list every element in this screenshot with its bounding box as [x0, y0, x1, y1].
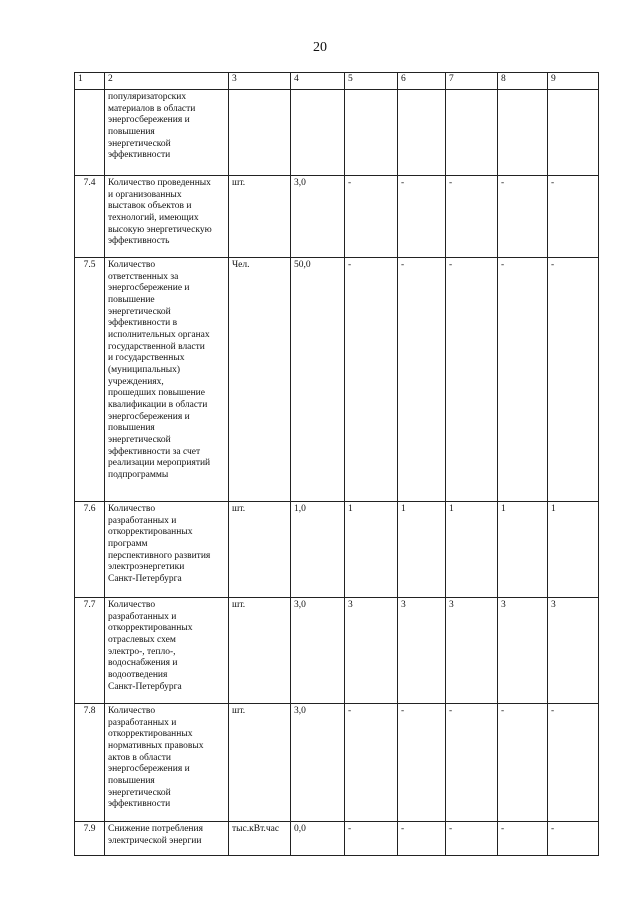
value-cell: - — [498, 704, 548, 822]
value-cell — [548, 90, 599, 176]
header-cell: 9 — [548, 73, 599, 90]
value-cell: - — [398, 822, 446, 856]
header-cell: 4 — [291, 73, 345, 90]
row-number — [75, 90, 105, 176]
row-number: 7.4 — [75, 176, 105, 258]
table-row — [75, 176, 599, 258]
unit-cell: шт. — [229, 176, 291, 258]
table-row — [75, 502, 599, 598]
indicator-name: Количество разработанных и откорректированных программ перспективного развития электроэнергетики Санкт-Петербурга — [105, 502, 229, 598]
value-cell: - — [345, 176, 398, 258]
unit-cell: шт. — [229, 704, 291, 822]
indicator-name: Количество ответственных за энергосбережение и повышение энергетической эффективности в исполнительных органах государственной власти и государственных (муниципальных) учреждениях, прошедших повышение квалификации в области энергосбережения и повышения энергетической эффективности за счет реализации мероприятий подпрограммы — [105, 258, 229, 502]
value-cell — [345, 90, 398, 176]
indicator-name: Количество разработанных и откорректированных отраслевых схем электро-, тепло-, водоснабжения и водоотведения Санкт-Петербурга — [105, 598, 229, 704]
table-row — [75, 90, 599, 176]
value-cell: 3,0 — [291, 176, 345, 258]
value-cell: - — [548, 822, 599, 856]
unit-cell: Чел. — [229, 258, 291, 502]
unit-cell — [229, 90, 291, 176]
value-cell: 1 — [446, 502, 498, 598]
value-cell: - — [548, 258, 599, 502]
row-number: 7.7 — [75, 598, 105, 704]
value-cell: 0,0 — [291, 822, 345, 856]
value-cell: - — [446, 704, 498, 822]
value-cell — [398, 90, 446, 176]
value-cell: - — [446, 822, 498, 856]
unit-cell: тыс.кВт.час — [229, 822, 291, 856]
value-cell: 3 — [498, 598, 548, 704]
table-row — [75, 822, 599, 856]
value-cell: - — [498, 258, 548, 502]
value-cell: - — [498, 822, 548, 856]
value-cell: - — [446, 258, 498, 502]
header-cell: 5 — [345, 73, 398, 90]
value-cell — [291, 90, 345, 176]
value-cell: 50,0 — [291, 258, 345, 502]
value-cell: - — [345, 704, 398, 822]
value-cell: 3,0 — [291, 598, 345, 704]
value-cell — [446, 90, 498, 176]
header-cell: 1 — [75, 73, 105, 90]
table-row — [75, 598, 599, 704]
value-cell: - — [446, 176, 498, 258]
value-cell: 3 — [398, 598, 446, 704]
value-cell — [498, 90, 548, 176]
value-cell: 3,0 — [291, 704, 345, 822]
indicator-name: Количество разработанных и откорректированных нормативных правовых актов в области энергосбережения и повышения энергетической эффективности — [105, 704, 229, 822]
value-cell: - — [398, 176, 446, 258]
value-cell: 1 — [548, 502, 599, 598]
value-cell: 3 — [446, 598, 498, 704]
value-cell: - — [548, 704, 599, 822]
value-cell: - — [548, 176, 599, 258]
header-cell: 8 — [498, 73, 548, 90]
header-cell: 3 — [229, 73, 291, 90]
value-cell: 1 — [345, 502, 398, 598]
indicator-name: популяризаторских материалов в области энергосбережения и повышения энергетической эффективности — [105, 90, 229, 176]
unit-cell: шт. — [229, 502, 291, 598]
indicator-name: Снижение потребления электрической энергии — [105, 822, 229, 856]
value-cell: 3 — [548, 598, 599, 704]
indicator-name: Количество проведенных и организованных выставок объектов и технологий, имеющих высокую энергетическую эффективность — [105, 176, 229, 258]
row-number: 7.6 — [75, 502, 105, 598]
value-cell: - — [345, 258, 398, 502]
value-cell: - — [398, 704, 446, 822]
indicators-table — [74, 72, 599, 856]
row-number: 7.8 — [75, 704, 105, 822]
value-cell: - — [345, 822, 398, 856]
row-number: 7.5 — [75, 258, 105, 502]
table-row — [75, 258, 599, 502]
header-cell: 2 — [105, 73, 229, 90]
page-number: 20 — [313, 40, 327, 55]
table-row — [75, 704, 599, 822]
header-cell: 7 — [446, 73, 498, 90]
value-cell: 1,0 — [291, 502, 345, 598]
unit-cell: шт. — [229, 598, 291, 704]
value-cell: 3 — [345, 598, 398, 704]
value-cell: - — [398, 258, 446, 502]
value-cell: 1 — [498, 502, 548, 598]
table-header-row — [75, 73, 599, 90]
value-cell: - — [498, 176, 548, 258]
header-cell: 6 — [398, 73, 446, 90]
row-number: 7.9 — [75, 822, 105, 856]
value-cell: 1 — [398, 502, 446, 598]
